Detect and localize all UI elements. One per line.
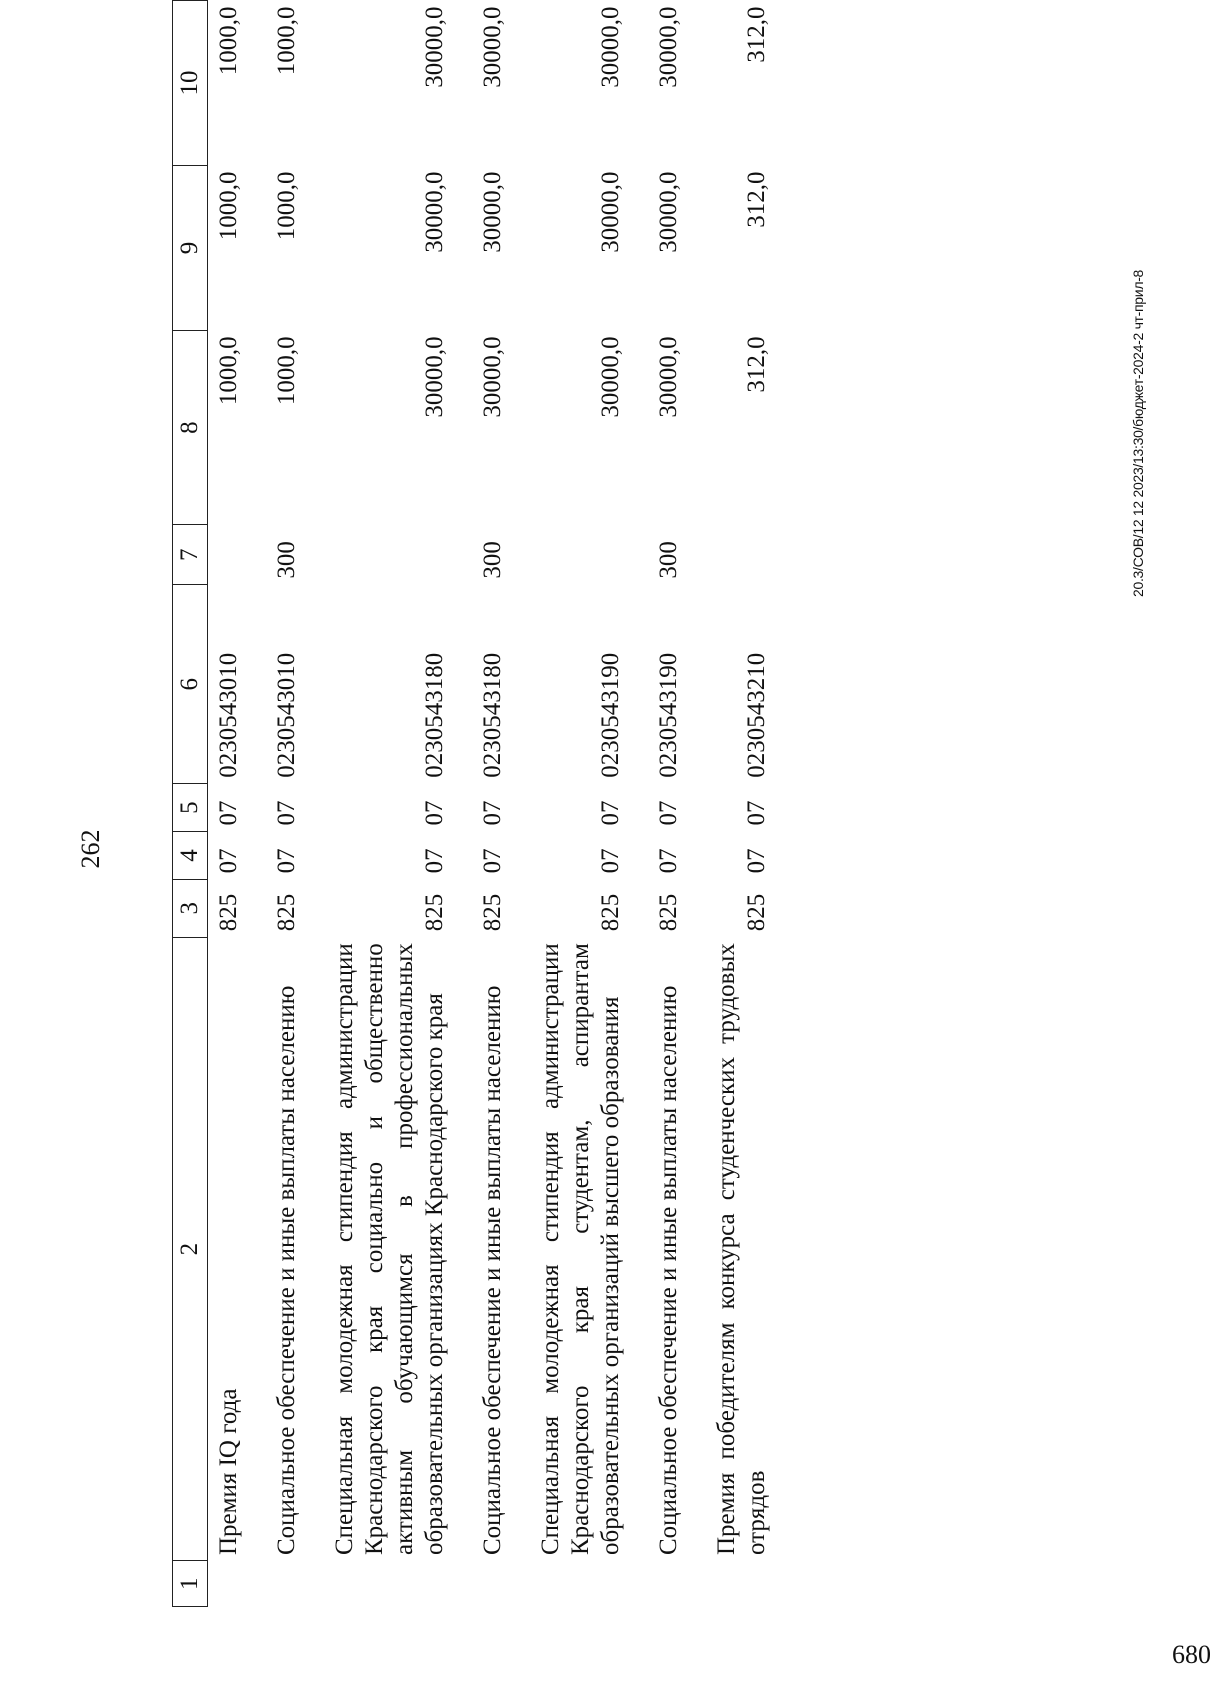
cell-c8: 30000,0 — [479, 336, 506, 418]
cell-c6: 0230543010 — [215, 652, 242, 778]
cell-c5: 07 — [655, 800, 682, 826]
cell-c4: 07 — [655, 848, 682, 874]
header-cell: 8 — [173, 330, 208, 524]
row-name: Социальное обеспечение и иные выплаты населению — [655, 985, 682, 1555]
header-cell: 3 — [173, 879, 208, 937]
cell-c7 — [308, 525, 456, 585]
cell-c3: 825 — [597, 893, 624, 932]
table-row — [250, 1, 308, 1607]
cell-c9: 30000,0 — [655, 171, 682, 253]
cell-c6: 0230543210 — [743, 652, 770, 778]
cell-c3: 825 — [421, 893, 448, 932]
cell-c3: 825 — [655, 893, 682, 932]
cell-c10: 30000,0 — [479, 6, 506, 88]
cell-c7 — [690, 525, 778, 585]
cell-c4: 07 — [743, 848, 770, 874]
cell-c7 — [208, 525, 251, 585]
header-cell: 1 — [173, 1561, 208, 1607]
cell-c5: 07 — [215, 800, 242, 826]
row-name: Специальная молодежная стипендия администрации Краснодарского края студентам, аспирантам образовательных организаций высшего образования — [537, 943, 624, 1555]
cell-c8: 30000,0 — [421, 336, 448, 418]
cell-c6: 0230543180 — [479, 652, 506, 778]
cell-c7: 300 — [655, 541, 682, 579]
cell-c9: 1000,0 — [273, 171, 300, 241]
budget-table — [172, 0, 778, 1607]
cell-c10: 30000,0 — [655, 6, 682, 88]
cell-c4: 07 — [479, 848, 506, 874]
cell-c10: 1000,0 — [215, 6, 242, 76]
row-name: Премия IQ года — [215, 1388, 242, 1555]
cell-c4: 07 — [421, 848, 448, 874]
cell-c9: 312,0 — [743, 171, 770, 228]
page-number: 262 — [76, 829, 105, 869]
row-name: Премия победителям конкурса студенческих трудовых отрядов — [713, 943, 770, 1555]
header-cell: 10 — [173, 1, 208, 166]
cell-c8: 1000,0 — [215, 336, 242, 406]
cell-c8: 1000,0 — [273, 336, 300, 406]
row-name: Социальное обеспечение и иные выплаты населению — [273, 985, 300, 1555]
header-cell: 6 — [173, 585, 208, 784]
cell-c4: 07 — [273, 848, 300, 874]
document-footnote: 20.3/СОВ/12 12 2023/13:30/бюджет-2024-2 чт-прил-8 — [1130, 269, 1146, 597]
row-name: Специальная молодежная стипендия администрации Краснодарского края социально и общественно активным обучающимся в профессиональных образовательных организациях Краснодарского края — [331, 943, 448, 1555]
table-row — [690, 1, 778, 1607]
cell-c5: 07 — [597, 800, 624, 826]
table-row — [632, 1, 690, 1607]
cell-c10: 30000,0 — [421, 6, 448, 88]
cell-c3: 825 — [743, 893, 770, 932]
cell-c6: 0230543190 — [597, 652, 624, 778]
table-row — [514, 1, 632, 1607]
cell-c8: 312,0 — [743, 336, 770, 393]
table-row — [308, 1, 456, 1607]
cell-c9: 30000,0 — [479, 171, 506, 253]
cell-c10: 312,0 — [743, 6, 770, 63]
cell-c9: 30000,0 — [421, 171, 448, 253]
cell-c6: 0230543180 — [421, 652, 448, 778]
cell-c10: 30000,0 — [597, 6, 624, 88]
table-row — [456, 1, 514, 1607]
cell-c9: 1000,0 — [215, 171, 242, 241]
cell-c10: 1000,0 — [273, 6, 300, 76]
header-cell: 5 — [173, 784, 208, 832]
cell-c3: 825 — [215, 893, 242, 932]
table-row — [208, 1, 251, 1607]
cell-c5: 07 — [421, 800, 448, 826]
cell-c9: 30000,0 — [597, 171, 624, 253]
cell-c7 — [514, 525, 632, 585]
cell-c8: 30000,0 — [597, 336, 624, 418]
cell-c4: 07 — [597, 848, 624, 874]
cell-c5: 07 — [479, 800, 506, 826]
cell-c5: 07 — [273, 800, 300, 826]
table-header-row — [173, 1, 208, 1607]
header-cell: 4 — [173, 832, 208, 880]
header-cell: 7 — [173, 525, 208, 585]
cell-c6: 0230543010 — [273, 652, 300, 778]
cell-c6: 0230543190 — [655, 652, 682, 778]
cell-c7: 300 — [273, 541, 300, 579]
header-cell: 9 — [173, 165, 208, 330]
header-cell: 2 — [173, 937, 208, 1561]
cell-c8: 30000,0 — [655, 336, 682, 418]
sheet-number: 680 — [1172, 1640, 1211, 1669]
cell-c5: 07 — [743, 800, 770, 826]
row-name: Социальное обеспечение и иные выплаты населению — [479, 985, 506, 1555]
cell-c7: 300 — [479, 541, 506, 579]
cell-c3: 825 — [273, 893, 300, 932]
cell-c3: 825 — [479, 893, 506, 932]
cell-c4: 07 — [215, 848, 242, 874]
